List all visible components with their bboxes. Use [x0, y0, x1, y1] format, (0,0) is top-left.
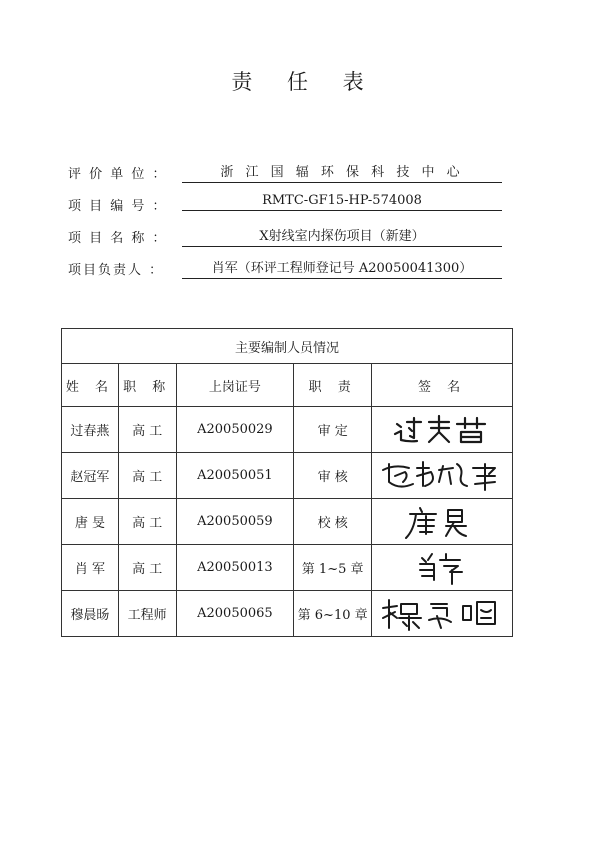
info-value-code: RMTC-GF15-HP-574008 — [182, 193, 502, 211]
page-title: 责 任 表 — [231, 70, 378, 94]
table-caption-row — [62, 329, 513, 364]
person-cert: A20050059 — [176, 499, 294, 545]
person-title: 高 工 — [118, 545, 176, 591]
table-row — [62, 453, 513, 499]
person-cert: A20050065 — [176, 591, 294, 637]
person-duty: 校 核 — [294, 499, 372, 545]
header-signature: 签 名 — [372, 364, 513, 407]
person-name: 过春燕 — [62, 407, 119, 453]
handwritten-signature — [377, 456, 507, 496]
person-cert: A20050051 — [176, 453, 294, 499]
table-row — [62, 499, 513, 545]
info-label-project-leader: 项目负责人 ： — [68, 263, 165, 278]
person-title: 工程师 — [118, 591, 176, 637]
handwritten-signature — [377, 594, 507, 634]
info-value-unit: 浙 江 国 辐 环 保 科 技 中 心 — [182, 161, 502, 183]
table-row — [62, 545, 513, 591]
person-title: 高 工 — [118, 499, 176, 545]
header-duty: 职 责 — [294, 364, 372, 407]
person-name: 赵冠军 — [62, 453, 119, 499]
header-cert: 上岗证号 — [176, 364, 294, 407]
table-row — [62, 591, 513, 637]
person-duty: 第 1~5 章 — [294, 545, 372, 591]
person-duty: 审 定 — [294, 407, 372, 453]
person-cert: A20050029 — [176, 407, 294, 453]
person-name: 穆晨旸 — [62, 591, 119, 637]
person-signature — [372, 591, 513, 637]
handwritten-signature — [402, 502, 482, 542]
person-signature — [372, 453, 513, 499]
header-name: 姓 名 — [62, 364, 119, 407]
table-header-row — [62, 364, 513, 407]
person-signature — [372, 407, 513, 453]
info-label-unit: 评 价 单 位 ： — [68, 167, 168, 182]
person-duty: 审 核 — [294, 453, 372, 499]
person-signature — [372, 545, 513, 591]
person-duty: 第 6~10 章 — [294, 591, 372, 637]
person-title: 高 工 — [118, 407, 176, 453]
info-value-project-name: X射线室内探伤项目（新建） — [182, 225, 502, 247]
handwritten-signature — [387, 412, 497, 448]
staff-table — [61, 328, 513, 637]
info-value-project-leader: 肖军（环评工程师登记号 A20050041300） — [182, 257, 502, 279]
table-caption: 主要编制人员情况 — [62, 329, 513, 364]
info-label-project-name: 项 目 名 称 ： — [68, 231, 168, 246]
person-name: 肖 军 — [62, 545, 119, 591]
table-row — [62, 407, 513, 453]
person-name: 唐 旻 — [62, 499, 119, 545]
header-title: 职 称 — [118, 364, 176, 407]
person-signature — [372, 499, 513, 545]
info-label-code: 项 目 编 号 ： — [68, 199, 168, 214]
person-cert: A20050013 — [176, 545, 294, 591]
person-title: 高 工 — [118, 453, 176, 499]
handwritten-signature — [412, 548, 472, 588]
